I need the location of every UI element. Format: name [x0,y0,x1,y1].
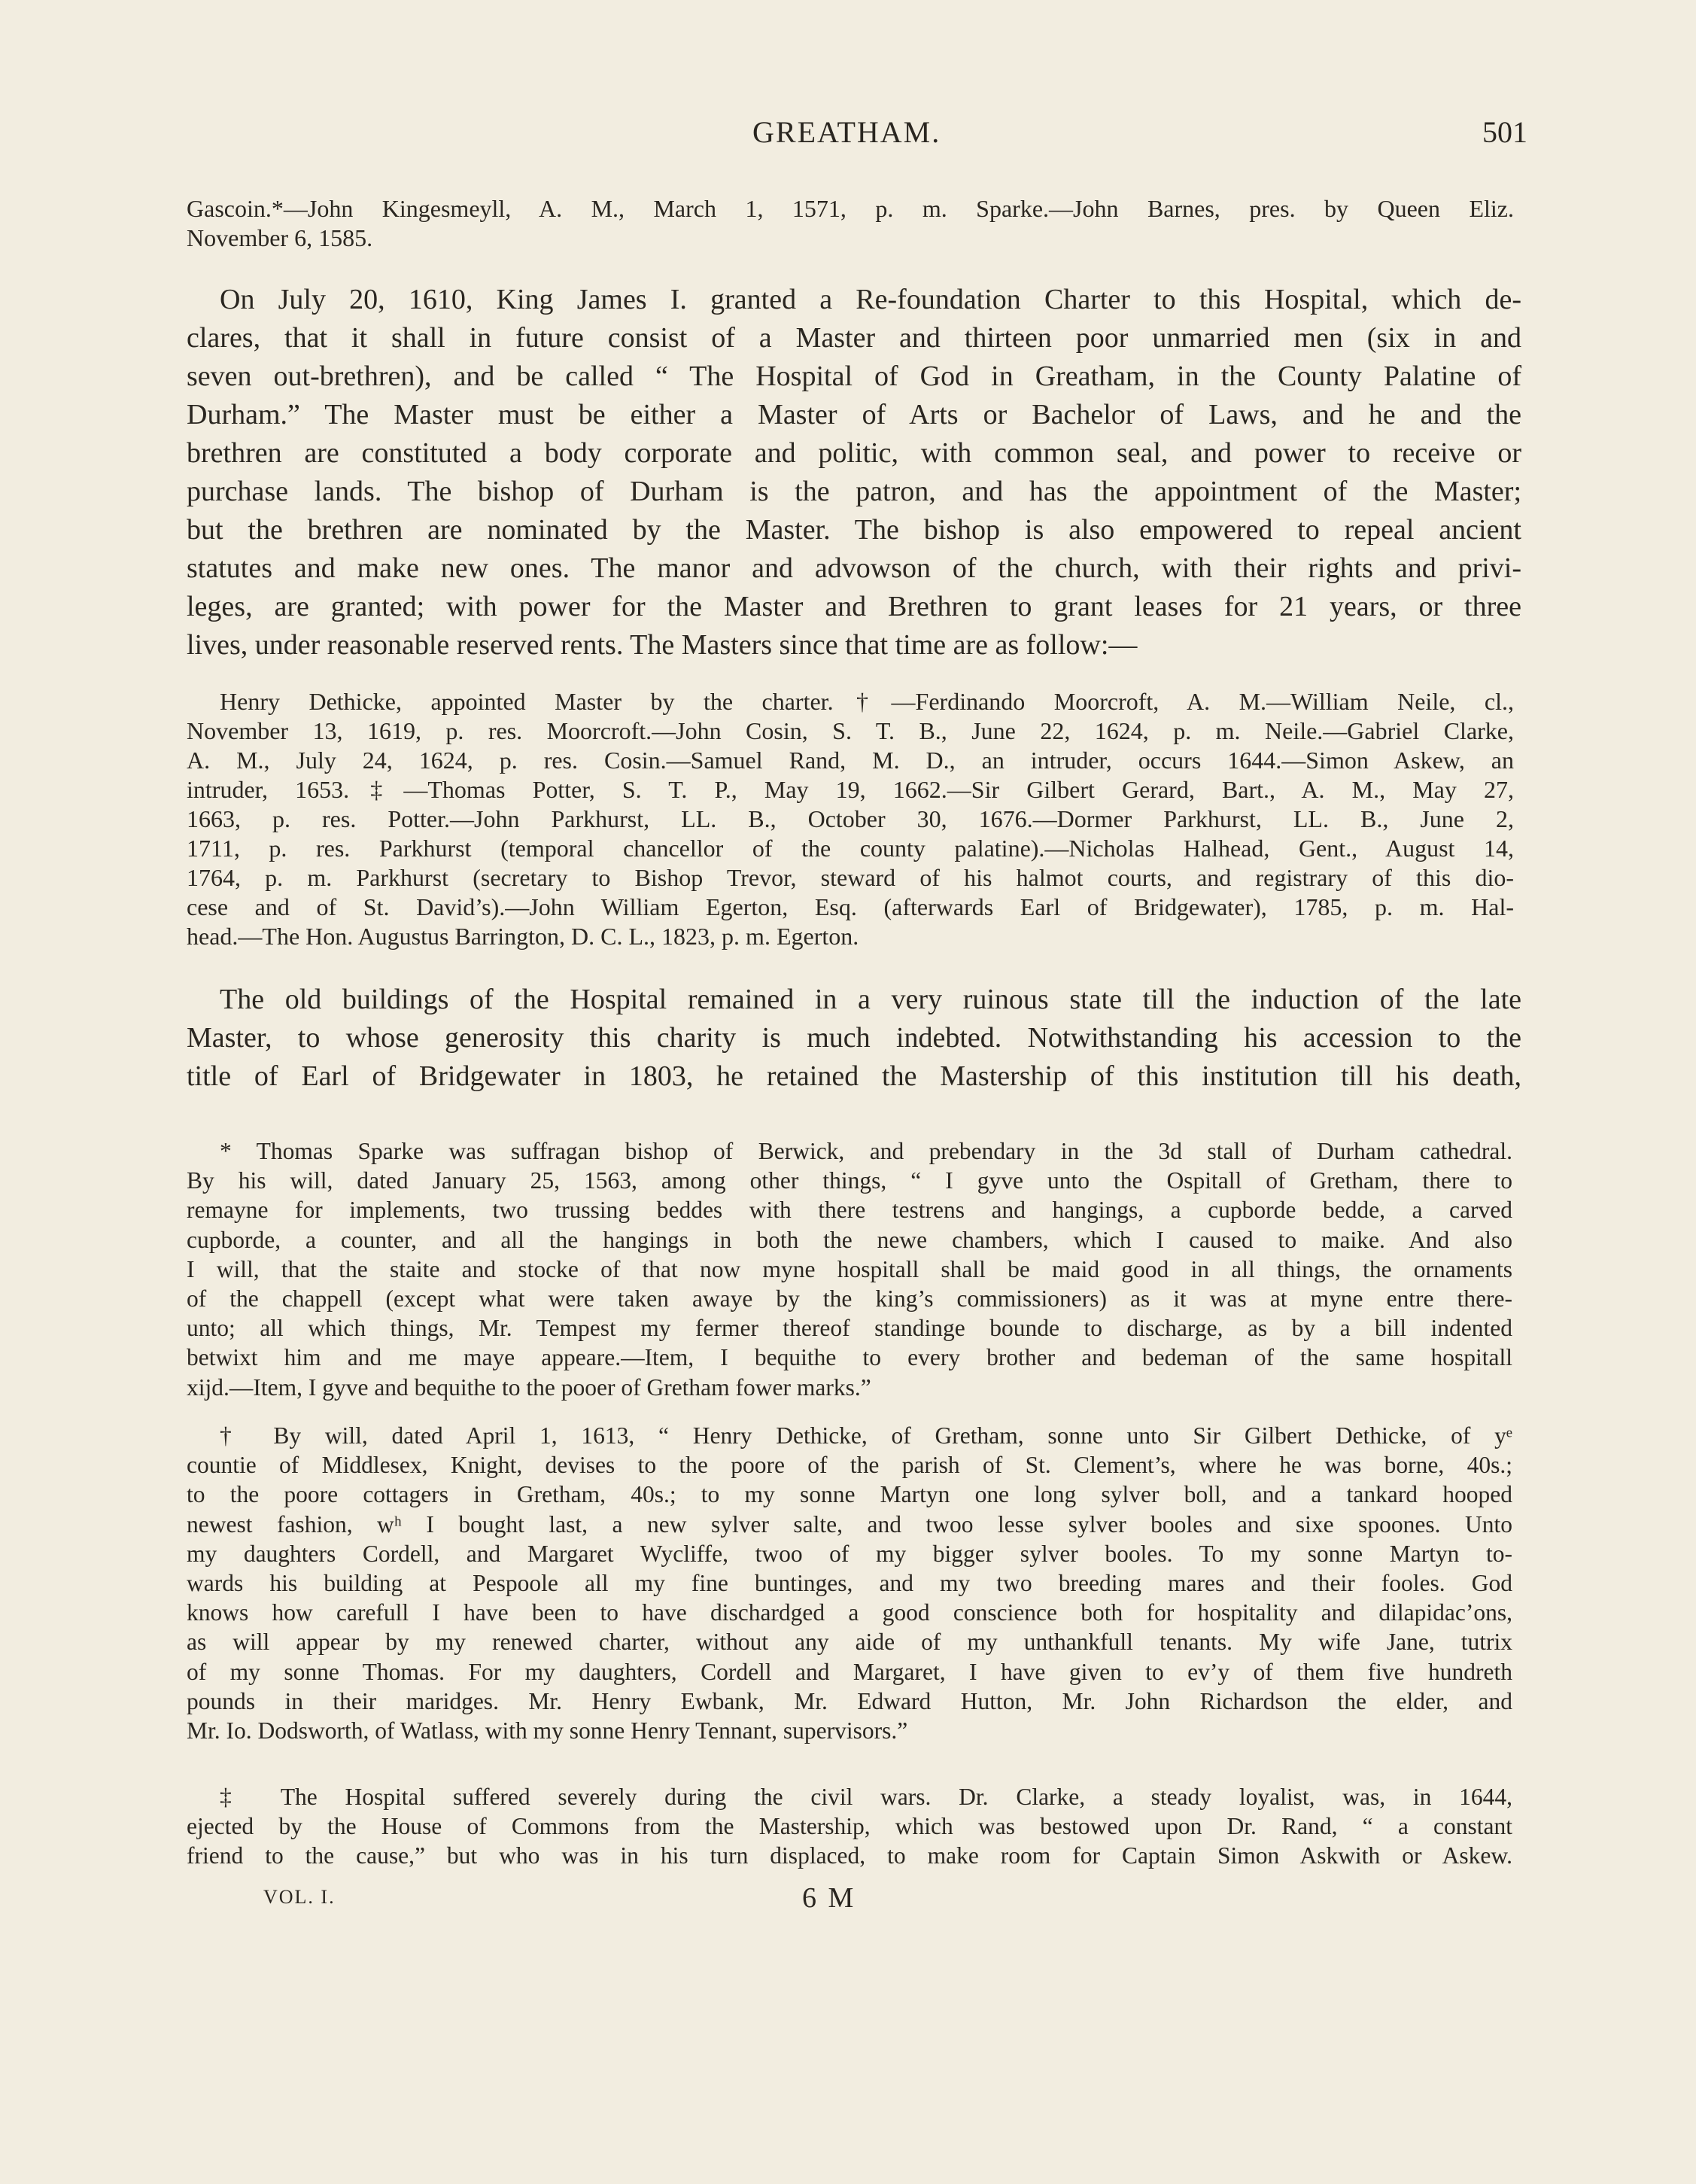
signature-mark: 6 M [802,1882,856,1914]
text-line: 1711, p. res. Parkhurst (temporal chancellor of the county palatine).—Nicholas Halhead, Gent., August 14, [187,835,1514,862]
text-line: A. M., July 24, 1624, p. res. Cosin.—Samuel Rand, M. D., an intruder, occurs 1644.—Simon Askew, an [187,747,1514,774]
text-line: wards his building at Pespoole all my fine buntinges, and my two breeding mares and their fooles. God [187,1570,1512,1597]
text-line: newest fashion, wʰ I bought last, a new sylver salte, and twoo lesse sylver booles and sixe spoones. Unto [187,1510,1512,1538]
text-line: of my sonne Thomas. For my daughters, Cordell and Margaret, I have given to ev’y of them five hundreth [187,1658,1512,1685]
text-line: statutes and make new ones. The manor and advowson of the church, with their rights and privi- [187,552,1521,584]
text-line: brethren are constituted a body corporate and politic, with common seal, and power to receive or [187,437,1521,469]
text-line: November 13, 1619, p. res. Moorcroft.—John Cosin, S. T. B., June 22, 1624, p. m. Neile.—Gabriel Clarke, [187,717,1514,744]
refoundation-paragraph [187,281,1521,665]
buildings-paragraph [187,981,1521,1096]
footnote-sparke [187,1136,1512,1402]
text-line: ejected by the House of Commons from the Mastership, which was bestowed upon Dr. Rand, “ a constant [187,1813,1512,1840]
text-line: but the brethren are nominated by the Master. The bishop is also empowered to repeal ancient [187,514,1521,546]
page-footer [0,1881,1696,1919]
running-head [0,114,1696,160]
text-line: leges, are granted; with power for the Master and Brethren to grant leases for 21 years, or three [187,591,1521,622]
footnote-dethicke [187,1421,1512,1745]
text-line: pounds in their maridges. Mr. Henry Ewbank, Mr. Edward Hutton, Mr. John Richardson the elder, and [187,1687,1512,1714]
text-line: Gascoin.*—John Kingesmeyll, A. M., March 1, 1571, p. m. Sparke.—John Barnes, pres. by Queen Eliz. [187,195,1514,222]
text-line: title of Earl of Bridgewater in 1803, he retained the Mastership of this institution till his death, [187,1060,1521,1092]
text-line: Henry Dethicke, appointed Master by the charter.†—Ferdinando Moorcroft, A. M.—William Neile, cl., [220,688,1514,715]
text-line: of the chappell (except what were taken awaye by the king’s commissioners) as it was at myne entre there- [187,1285,1512,1313]
text-line: friend to the cause,” but who was in his turn displaced, to make room for Captain Simon Askwith or Askew. [187,1842,1512,1869]
text-line: The old buildings of the Hospital remained in a very ruinous state till the induction of the late [220,984,1521,1015]
text-line: remayne for implements, two trussing beddes with there testrens and hangings, a cupborde bedde, a carved [187,1197,1512,1224]
footnote-civil-wars [187,1782,1512,1871]
text-line: * Thomas Sparke was suffragan bishop of Berwick, and prebendary in the 3d stall of Durham cathedral. [220,1138,1512,1164]
masters-list [187,687,1514,951]
text-line: xijd.—Item, I gyve and bequithe to the pooer of Gretham fower marks.” [187,1373,871,1401]
text-line: November 6, 1585. [187,224,373,251]
text-line: cupborde, a counter, and all the hangings in both the newe chambers, which I caused to maike. And also [187,1226,1512,1253]
text-line: countie of Middlesex, Knight, devises to the poore of the parish of St. Clement’s, where he was borne, 40s.; [187,1452,1512,1479]
text-line: Durham.” The Master must be either a Master of Arts or Bachelor of Laws, and he and the [187,399,1521,430]
text-line: 1764, p. m. Parkhurst (secretary to Bishop Trevor, steward of his halmot courts, and registrary of this dio- [187,864,1514,891]
text-line: as will appear by my renewed charter, without any aide of my unthankfull tenants. My wife Jane, tutrix [187,1629,1512,1656]
text-line: cese and of St. David’s).—John William Egerton, Esq. (afterwards Earl of Bridgewater), 1785, p. m. Hal- [187,893,1514,920]
text-line: Master, to whose generosity this charity is much indebted. Notwithstanding his accession to the [187,1022,1521,1054]
text-line: By his will, dated January 25, 1563, among other things, “ I gyve unto the Ospitall of Gretham, there to [187,1167,1512,1194]
text-line: On July 20, 1610, King James I. granted a Re-foundation Charter to this Hospital, which de- [220,284,1521,315]
text-line: seven out-brethren), and be called “ The Hospital of God in Greatham, in the County Palatine of [187,360,1521,392]
text-line: clares, that it shall in future consist of a Master and thirteen poor unmarried men (six in and [187,322,1521,354]
text-line: purchase lands. The bishop of Durham is the patron, and has the appointment of the Master; [187,476,1521,507]
text-line: I will, that the staite and stocke of that now myne hospitall shall be maid good in all things, the ornaments [187,1255,1512,1282]
running-title: GREATHAM. [752,115,941,149]
page-number: 501 [1482,115,1527,149]
text-line: Mr. Io. Dodsworth, of Watlass, with my sonne Henry Tennant, supervisors.” [187,1717,908,1744]
text-line: unto; all which things, Mr. Tempest my fermer thereof standinge bounde to discharge, as by a bill indented [187,1315,1512,1342]
text-line: ‡ The Hospital suffered severely during the civil wars. Dr. Clarke, a steady loyalist, was, in 1644, [220,1784,1512,1810]
text-line: intruder, 1653.‡—Thomas Potter, S. T. P., May 19, 1662.—Sir Gilbert Gerard, Bart., A. M., May 27, [187,776,1514,803]
opening-list [187,194,1514,253]
text-line: 1663, p. res. Potter.—John Parkhurst, LL. B., October 30, 1676.—Dormer Parkhurst, LL. B., June 2, [187,805,1514,832]
text-line: head.—The Hon. Augustus Barrington, D. C. L., 1823, p. m. Egerton. [187,923,859,950]
text-line: knows how carefull I have been to have dischardged a good conscience both for hospitality and dilapidac’ons, [187,1599,1512,1626]
text-line: my daughters Cordell, and Margaret Wycliffe, twoo of my bigger sylver booles. To my sonne Martyn to- [187,1540,1512,1567]
volume-label: VOL. I. [263,1886,336,1908]
text-line: lives, under reasonable reserved rents. The Masters since that time are as follow:— [187,629,1138,661]
text-line: to the poore cottagers in Gretham, 40s.; to my sonne Martyn one long sylver boll, and a tankard hooped [187,1481,1512,1508]
text-line: betwixt him and me maye appeare.—Item, I bequithe to every brother and bedeman of the same hospitall [187,1344,1512,1371]
text-line: † By will, dated April 1, 1613, “ Henry Dethicke, of Gretham, sonne unto Sir Gilbert Dethicke, of yᵉ [220,1422,1512,1449]
